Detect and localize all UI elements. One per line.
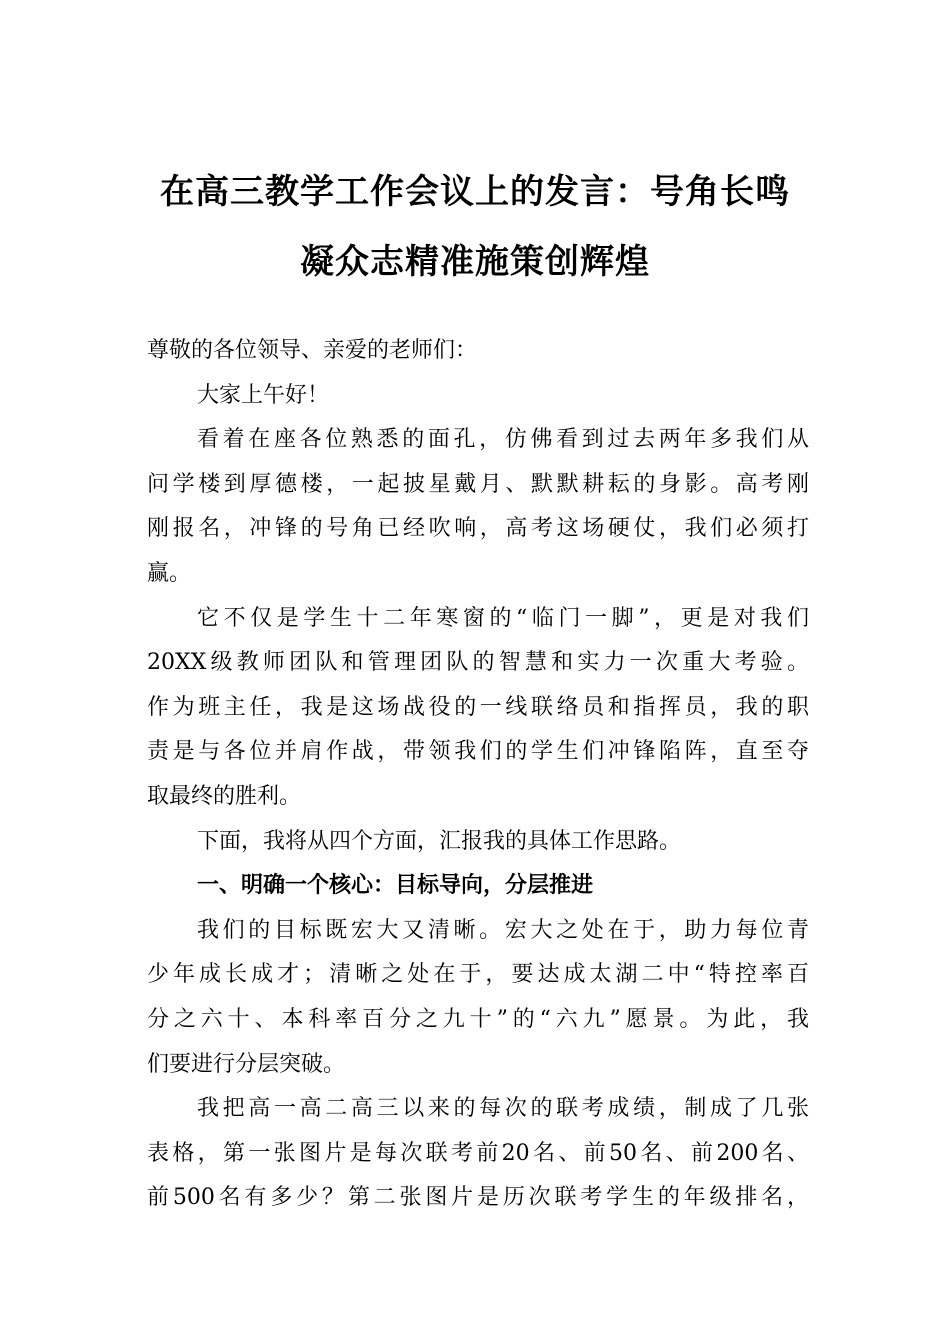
salutation: 尊敬的各位领导、亲爱的老师们： [147, 338, 478, 363]
text-line: 取最终的胜利。 [147, 783, 302, 809]
paragraph-3: 下面，我将从四个方面，汇报我的具体工作思路。 [197, 828, 682, 854]
text-line: 前500名有多少？第二张图片是历次联考学生的年级排名， [147, 1185, 809, 1211]
text-line: 刚报名，冲锋的号角已经吹响，高考这场硬仗，我们必须打 [147, 516, 809, 542]
text-line: 我把高一高二高三以来的每次的联考成绩，制成了几张 [197, 1096, 809, 1122]
greeting: 大家上午好！ [197, 382, 330, 408]
text-line: 作为班主任，我是这场战役的一线联络员和指挥员，我的职 [147, 694, 809, 720]
paragraph-4 [147, 909, 809, 1087]
paragraph-2 [147, 597, 809, 820]
document-title-line-1: 在高三教学工作会议上的发言：号角长鸣 [160, 172, 790, 212]
paragraph-5 [147, 1087, 809, 1221]
section-heading-1: 一、明确一个核心：目标导向，分层推进 [197, 873, 594, 899]
text-line: 20XX级教师团队和管理团队的智慧和实力一次重大考验。 [147, 650, 809, 676]
text-line: 我们的目标既宏大又清晰。宏大之处在于，助力每位青 [197, 917, 809, 943]
text-line: 问学楼到厚德楼，一起披星戴月、默默耕耘的身影。高考刚 [147, 471, 809, 497]
text-line: 表格，第一张图片是每次联考前20名、前50名、前200名、 [147, 1140, 809, 1166]
paragraph-1 [147, 418, 809, 596]
text-line: 它不仅是学生十二年寒窗的“临门一脚”，更是对我们 [197, 605, 809, 631]
document-body [147, 329, 809, 1221]
text-line: 责是与各位并肩作战，带领我们的学生们冲锋陷阵，直至夺 [147, 739, 809, 765]
document-title-line-2: 凝众志精准施策创辉煌 [300, 242, 650, 282]
text-line: 赢。 [147, 560, 192, 586]
text-line: 们要进行分层突破。 [147, 1051, 346, 1077]
text-line: 少年成长成才；清晰之处在于，要达成太湖二中“特控率百 [147, 962, 809, 988]
text-line: 分之六十、本科率百分之九十”的“六九”愿景。为此，我 [147, 1006, 809, 1032]
text-line: 看着在座各位熟悉的面孔，仿佛看到过去两年多我们从 [197, 427, 809, 453]
